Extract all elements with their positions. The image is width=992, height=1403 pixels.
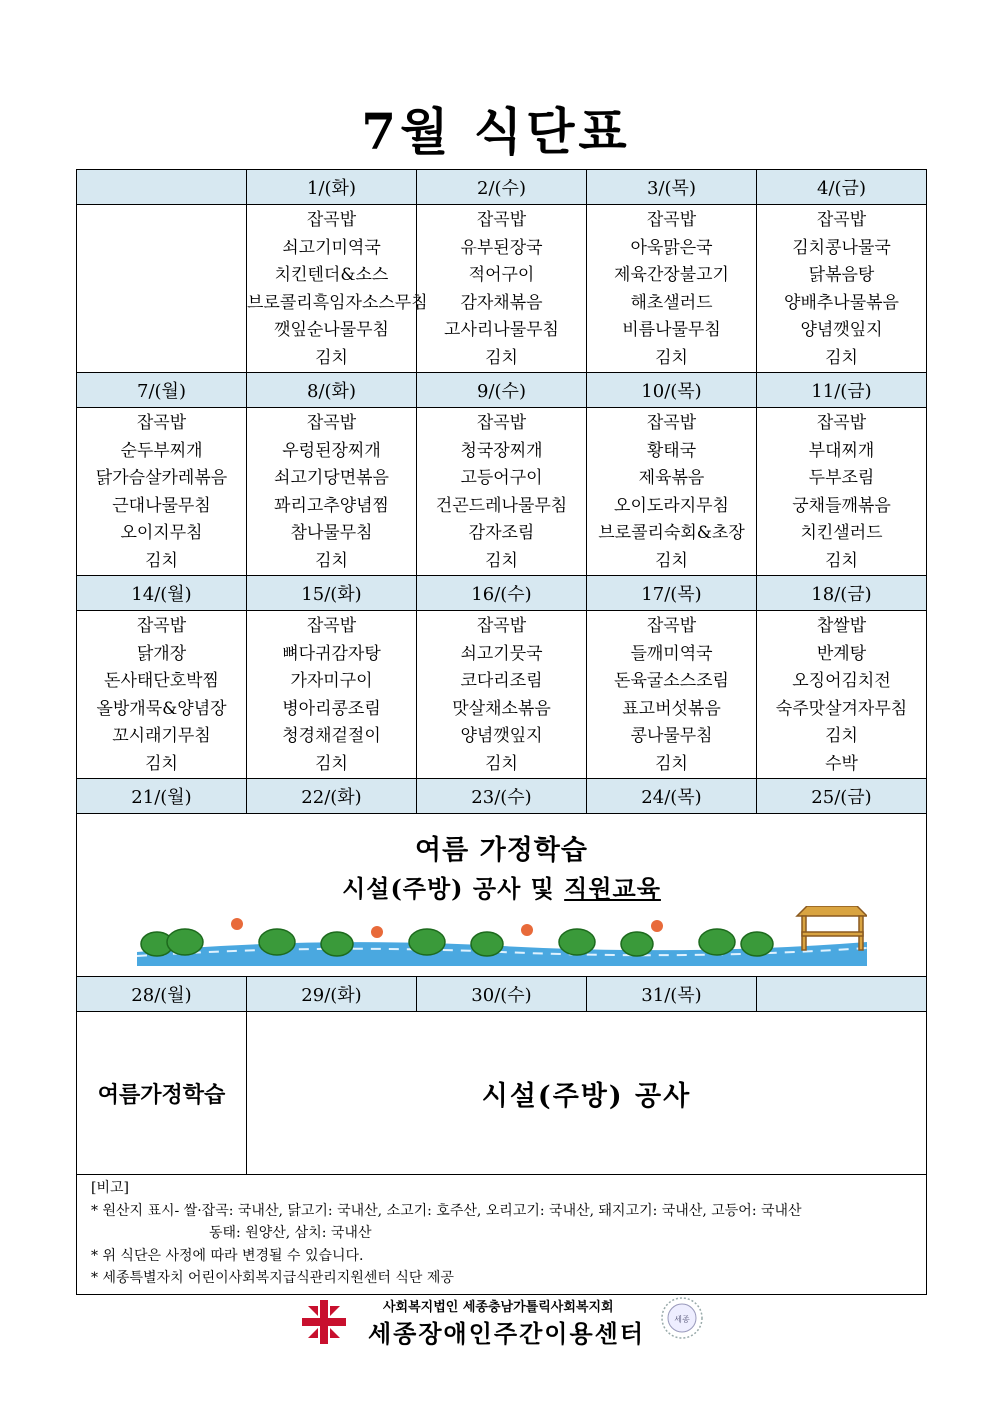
menu-item: 두부조림 xyxy=(808,468,875,488)
menu-item: 들깨미역국 xyxy=(630,643,713,664)
day-menu-cell xyxy=(247,611,417,779)
day-menu-cell xyxy=(77,408,247,576)
menu-item: 잡곡밥 xyxy=(816,210,867,230)
menu-item: 반계탕 xyxy=(816,643,867,664)
center-name: 세종장애인주간이용센터 xyxy=(368,1319,646,1348)
date-header: 22/(화) xyxy=(247,779,417,814)
menu-item: 찹쌀밥 xyxy=(816,616,867,636)
day-menu-cell xyxy=(417,205,587,373)
menu-item: 참나물무침 xyxy=(290,523,373,543)
menu-item: 제육간장불고기 xyxy=(614,265,729,285)
caritas-cross-logo-icon xyxy=(300,1298,348,1346)
menu-item: 돈육굴소스조림 xyxy=(614,671,729,691)
menu-item: 김치 xyxy=(485,347,518,368)
date-header: 14/(월) xyxy=(77,576,247,611)
menu-item: 아욱맑은국 xyxy=(630,237,713,258)
menu-item: 김치 xyxy=(655,753,688,774)
date-header: 25/(금) xyxy=(757,779,927,814)
menu-item: 건곤드레나물무침 xyxy=(435,495,568,516)
menu-item: 김치 xyxy=(655,347,688,368)
menu-item: 김치 xyxy=(825,726,858,746)
date-header: 15/(화) xyxy=(247,576,417,611)
provider-note: * 세종특별자치 어린이사회복지급식관리지원센터 식단 제공 xyxy=(91,1270,454,1286)
menu-item: 청국장찌개 xyxy=(460,440,543,461)
day-menu-cell xyxy=(417,611,587,779)
date-header: 7/(월) xyxy=(77,373,247,408)
menu-item: 올방개묵&양념장 xyxy=(96,698,227,719)
menu-item: 치킨샐러드 xyxy=(800,523,883,543)
menu-item: 잡곡밥 xyxy=(306,413,357,433)
date-header: 31/(목) xyxy=(587,977,757,1012)
menu-item: 잡곡밥 xyxy=(136,616,187,636)
menu-item: 꽈리고추양념찜 xyxy=(274,495,389,516)
menu-item: 잡곡밥 xyxy=(646,210,697,230)
menu-item: 코다리조림 xyxy=(460,671,543,691)
menu-item: 황태국 xyxy=(646,440,697,461)
date-header xyxy=(757,977,927,1012)
menu-item: 고사리나물무침 xyxy=(444,320,559,340)
menu-item: 김치 xyxy=(485,753,518,774)
menu-item: 김치 xyxy=(825,347,858,368)
date-header: 11/(금) xyxy=(757,373,927,408)
menu-item: 잡곡밥 xyxy=(306,616,357,636)
menu-item: 김치콩나물국 xyxy=(792,237,891,258)
seal-text: 세종 xyxy=(674,1315,690,1324)
menu-item: 뼈다귀감자탕 xyxy=(282,643,381,664)
change-note: * 위 식단은 사정에 따라 변경될 수 있습니다. xyxy=(91,1247,364,1264)
meal-table xyxy=(76,169,927,1295)
day-menu-cell xyxy=(587,205,757,373)
menu-item: 맛살채소볶음 xyxy=(452,698,551,719)
menu-item: 쇠고기당면볶음 xyxy=(274,468,389,488)
date-header: 21/(월) xyxy=(77,779,247,814)
notes-heading: [비고] xyxy=(91,1180,129,1196)
page-title: 7월 식단표 xyxy=(361,102,631,161)
date-header: 28/(월) xyxy=(77,977,247,1012)
menu-item: 김치 xyxy=(315,347,348,368)
menu-item: 표고버섯볶음 xyxy=(622,698,721,719)
menu-item: 수박 xyxy=(825,753,858,774)
menu-item: 잡곡밥 xyxy=(476,616,527,636)
menu-item: 잡곡밥 xyxy=(646,413,697,433)
event-title: 여름 가정학습 xyxy=(415,835,588,866)
summer-learning-label: 여름가정학습 xyxy=(77,1012,247,1175)
menu-item: 김치 xyxy=(315,753,348,774)
summer-break-notice xyxy=(77,814,927,977)
date-header: 4/(금) xyxy=(757,170,927,205)
menu-item: 꼬시래기무침 xyxy=(112,726,211,746)
menu-item: 김치 xyxy=(145,550,178,571)
menu-item: 닭가슴살카레볶음 xyxy=(95,468,228,488)
menu-item: 쇠고기뭇국 xyxy=(460,643,543,664)
menu-item: 잡곡밥 xyxy=(306,210,357,230)
kitchen-construction-label: 시설(주방) 공사 xyxy=(247,1012,927,1175)
origin-note: * 원산지 표시- 쌀·잡곡: 국내산, 닭고기: 국내산, 소고기: 호주산, 오리고기: 국내산, 돼지고기: 국내산, 고등어: 국내산 xyxy=(91,1202,802,1219)
menu-item: 고등어구이 xyxy=(460,468,543,488)
menu-item: 오징어김치전 xyxy=(792,671,891,691)
event-subtitle-text: 시설(주방) 공사 및 xyxy=(342,874,565,903)
menu-item: 감자조림 xyxy=(468,523,535,543)
menu-item: 유부된장국 xyxy=(460,237,543,258)
date-header: 23/(수) xyxy=(417,779,587,814)
menu-item: 치킨텐더&소스 xyxy=(274,265,389,285)
menu-item: 우렁된장찌개 xyxy=(282,440,381,461)
menu-item: 김치 xyxy=(655,550,688,571)
day-menu-cell xyxy=(757,408,927,576)
menu-item: 김치 xyxy=(825,550,858,571)
date-header: 17/(목) xyxy=(587,576,757,611)
menu-item: 오이도라지무침 xyxy=(614,495,729,516)
menu-item: 해초샐러드 xyxy=(630,292,713,313)
menu-item: 돈사태단호박찜 xyxy=(104,671,219,691)
menu-item: 브로콜리숙회&초장 xyxy=(598,523,745,543)
footer xyxy=(0,1290,992,1350)
date-header: 10/(목) xyxy=(587,373,757,408)
menu-item: 김치 xyxy=(145,753,178,774)
menu-item: 브로콜리흑임자소스무침 xyxy=(247,292,428,313)
day-menu-cell xyxy=(247,205,428,373)
date-header: 24/(목) xyxy=(587,779,757,814)
menu-item: 가자미구이 xyxy=(290,671,373,691)
day-menu-cell xyxy=(417,408,587,576)
menu-item: 근대나물무침 xyxy=(112,495,211,516)
date-header: 16/(수) xyxy=(417,576,587,611)
date-header: 8/(화) xyxy=(247,373,417,408)
origin-note-continued: 동태: 원양산, 삼치: 국내산 xyxy=(209,1225,372,1241)
menu-item: 닭볶음탕 xyxy=(808,265,875,285)
menu-item: 양념깻잎지 xyxy=(800,320,883,340)
date-header: 9/(수) xyxy=(417,373,587,408)
menu-item: 잡곡밥 xyxy=(646,616,697,636)
event-subtitle-underlined: 직원교육 xyxy=(564,874,661,903)
menu-item: 청경채겉절이 xyxy=(282,726,381,746)
menu-item: 잡곡밥 xyxy=(816,413,867,433)
menu-item: 제육볶음 xyxy=(638,468,705,488)
menu-item: 김치 xyxy=(485,550,518,571)
menu-item: 오이지무침 xyxy=(120,523,203,543)
date-header: 29/(화) xyxy=(247,977,417,1012)
notes-section xyxy=(77,1175,927,1295)
menu-item: 잡곡밥 xyxy=(476,210,527,230)
org-parent-name: 사회복지법인 세종충남가톨릭사회복지회 xyxy=(383,1300,614,1315)
menu-item: 깻잎순나물무침 xyxy=(274,320,389,340)
menu-item: 숙주맛살겨자무침 xyxy=(775,698,908,719)
date-header: 2/(수) xyxy=(417,170,587,205)
menu-item: 잡곡밥 xyxy=(476,413,527,433)
menu-item: 양념깻잎지 xyxy=(460,726,543,746)
date-header: 1/(화) xyxy=(247,170,417,205)
day-menu-cell xyxy=(77,611,247,779)
date-header xyxy=(77,170,247,205)
menu-item: 병아리콩조림 xyxy=(282,698,381,719)
day-menu-cell xyxy=(757,611,927,779)
menu-item: 양배추나물볶음 xyxy=(784,292,899,313)
date-header: 30/(수) xyxy=(417,977,587,1012)
date-header: 3/(목) xyxy=(587,170,757,205)
menu-item: 적어구이 xyxy=(468,265,535,285)
menu-item: 김치 xyxy=(315,550,348,571)
menu-item: 콩나물무침 xyxy=(630,726,713,746)
day-menu-cell xyxy=(587,611,757,779)
menu-item: 비름나물무침 xyxy=(622,320,721,340)
day-menu-cell xyxy=(587,408,757,576)
menu-item: 순두부찌개 xyxy=(120,440,203,461)
day-menu-cell xyxy=(757,205,927,373)
menu-item: 감자채볶음 xyxy=(460,292,543,313)
menu-item: 닭개장 xyxy=(136,643,187,664)
date-header: 18/(금) xyxy=(757,576,927,611)
watermelon-field-illustration xyxy=(137,906,867,966)
menu-item: 궁채들깨볶음 xyxy=(792,495,891,516)
sejong-city-seal-icon xyxy=(660,1296,704,1340)
day-menu-cell xyxy=(77,205,247,373)
menu-item: 잡곡밥 xyxy=(136,413,187,433)
menu-item: 쇠고기미역국 xyxy=(282,237,381,258)
day-menu-cell xyxy=(247,408,417,576)
event-subtitle xyxy=(77,869,926,904)
menu-item: 부대찌개 xyxy=(808,440,875,461)
